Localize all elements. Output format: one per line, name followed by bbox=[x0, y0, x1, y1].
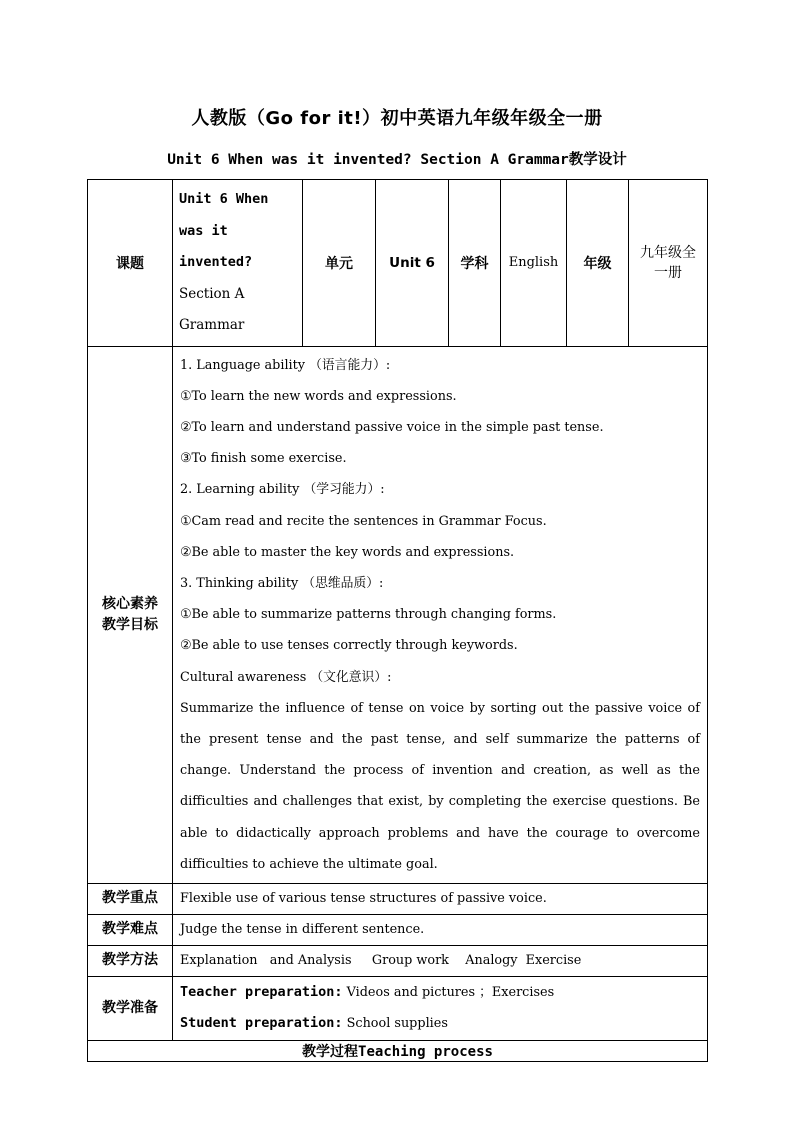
methods-row bbox=[88, 945, 708, 976]
objectives-content bbox=[173, 346, 708, 883]
objective-line: 3. Thinking ability （思维品质）: bbox=[180, 575, 384, 591]
topic-bold-text: Unit 6 When was it invented? bbox=[179, 191, 269, 270]
objective-line: 2. Learning ability （学习能力）: bbox=[180, 482, 385, 498]
header-row bbox=[88, 180, 708, 347]
teacher-preparation-text: Videos and pictures ；Exercises bbox=[342, 984, 555, 1000]
objectives-label: 核心素养教学目标 bbox=[88, 346, 173, 883]
teacher-preparation bbox=[180, 977, 700, 1009]
preparation-value bbox=[173, 976, 708, 1040]
student-preparation-key: Student preparation: bbox=[180, 1015, 343, 1032]
grade-value: 九年级全一册 bbox=[629, 180, 708, 347]
unit-value: Unit 6 bbox=[376, 180, 449, 347]
topic-normal-text: Section A Grammar bbox=[179, 285, 245, 333]
objective-line: ①Be able to summarize patterns through changing forms. bbox=[180, 607, 557, 623]
key-points-value: Flexible use of various tense structures of passive voice. bbox=[173, 883, 708, 914]
process-row bbox=[88, 1040, 708, 1061]
methods-label: 教学方法 bbox=[88, 945, 173, 976]
preparation-row bbox=[88, 976, 708, 1040]
subject-value: English bbox=[501, 180, 567, 347]
teaching-process-heading: 教学过程Teaching process bbox=[88, 1040, 708, 1061]
difficulties-value: Judge the tense in different sentence. bbox=[173, 914, 708, 945]
lesson-plan-table bbox=[87, 179, 708, 1062]
difficulties-row bbox=[88, 914, 708, 945]
preparation-label: 教学准备 bbox=[88, 976, 173, 1040]
cultural-awareness-paragraph: Summarize the influence of tense on voice by sorting out the passive voice of the present tense and the past tense, and self summarize the patterns of change. Understand the process of invention and creation, as well as the difficulties and challenges that exist, by completing the exercise questions. Be able to didactically approach problems and have the courage to overcome difficulties to achieve the ultimate goal. bbox=[180, 700, 700, 872]
objective-line: ①To learn the new words and expressions. bbox=[180, 388, 457, 404]
topic-value bbox=[173, 180, 303, 347]
objective-line: ②Be able to use tenses correctly through keywords. bbox=[180, 638, 518, 654]
document-title: 人教版（Go for it!）初中英语九年级年级全一册 bbox=[191, 108, 603, 129]
key-points-label: 教学重点 bbox=[88, 883, 173, 914]
objective-line: ②Be able to master the key words and expressions. bbox=[180, 544, 515, 560]
objective-line: Cultural awareness （文化意识）: bbox=[180, 669, 392, 685]
unit-label: 单元 bbox=[303, 180, 376, 347]
methods-value: Explanation and Analysis Group work Analogy Exercise bbox=[173, 945, 708, 976]
grade-label: 年级 bbox=[567, 180, 629, 347]
objective-line: ②To learn and understand passive voice in the simple past tense. bbox=[180, 419, 604, 435]
student-preparation-text: School supplies bbox=[342, 1016, 448, 1032]
subject-label: 学科 bbox=[449, 180, 501, 347]
objective-line: ③To finish some exercise. bbox=[180, 451, 347, 467]
key-points-row bbox=[88, 883, 708, 914]
topic-label: 课题 bbox=[88, 180, 173, 347]
objective-line: 1. Language ability （语言能力）: bbox=[180, 357, 391, 373]
objective-line: ①Cam read and recite the sentences in Grammar Focus. bbox=[180, 513, 547, 529]
difficulties-label: 教学难点 bbox=[88, 914, 173, 945]
student-preparation bbox=[180, 1008, 700, 1040]
teacher-preparation-key: Teacher preparation: bbox=[180, 983, 343, 1000]
objectives-row bbox=[88, 346, 708, 883]
document-subtitle: Unit 6 When was it invented? Section A Grammar教学设计 bbox=[167, 152, 627, 168]
